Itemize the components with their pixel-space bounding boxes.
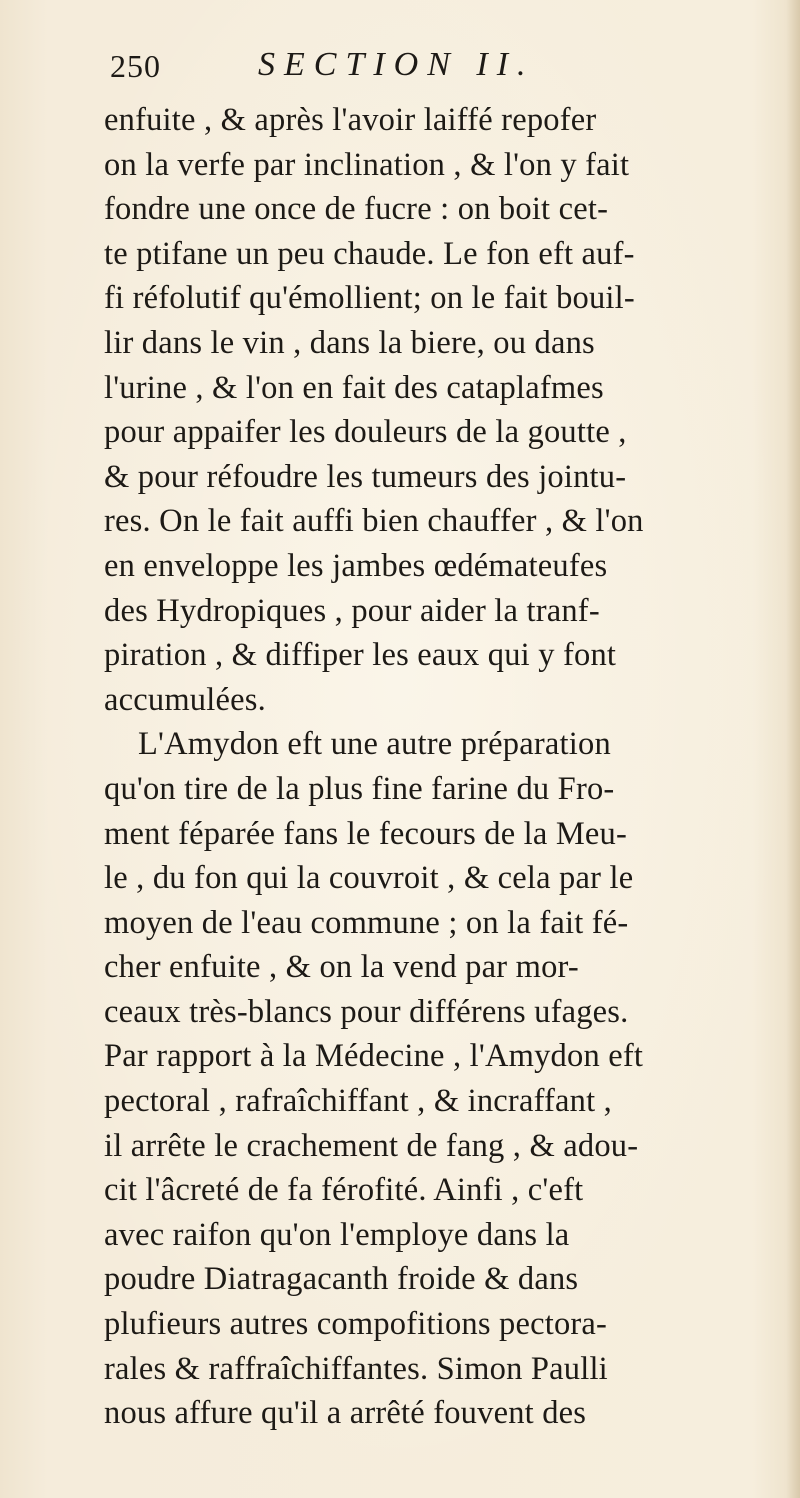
- text-line: te ptifane un peu chaude. Le fon eft auf-: [104, 235, 635, 272]
- text-line: poudre Diatragacanth froide & dans: [104, 1261, 579, 1298]
- running-head: SECTION II.: [258, 46, 535, 83]
- text-line: fi réfolutif qu'émollient; on le fait bouil-: [104, 280, 635, 317]
- text-line: accumulées.: [104, 681, 266, 718]
- text-line: qu'on tire de la plus fine farine du Fro-: [104, 770, 615, 807]
- text-line: Par rapport à la Médecine , l'Amydon eft: [104, 1038, 644, 1075]
- text-line: des Hydropiques , pour aider la tranf-: [104, 592, 600, 629]
- text-line: fondre une once de fucre : on boit cet-: [104, 191, 609, 228]
- text-line: res. On le fait auffi bien chauffer , & l'on: [104, 503, 644, 540]
- body-text: [104, 98, 794, 1436]
- text-line: ment féparée fans le fecours de la Meu-: [104, 815, 628, 852]
- text-line: moyen de l'eau commune ; on la fait fé-: [104, 904, 629, 941]
- text-line: piration , & diffiper les eaux qui y font: [104, 637, 617, 674]
- text-line: le , du fon qui la couvroit , & cela par le: [104, 860, 634, 897]
- paragraph-start-line: L'Amydon eft une autre préparation: [138, 726, 611, 763]
- text-line: enfuite , & après l'avoir laiffé repofer: [104, 102, 597, 138]
- text-line: rales & raffraîchiffantes. Simon Paulli: [104, 1350, 608, 1387]
- text-line: avec raifon qu'on l'employe dans la: [104, 1216, 570, 1253]
- text-line: nous affure qu'il a arrêté fouvent des: [104, 1395, 587, 1432]
- text-line: ceaux très-blancs pour différens ufages.: [104, 993, 629, 1030]
- text-line: & pour réfoudre les tumeurs des jointu-: [104, 458, 627, 495]
- page-header: [110, 44, 710, 90]
- text-line: en enveloppe les jambes œdémateufes: [104, 547, 608, 584]
- text-line: plufieurs autres compofitions pectora-: [104, 1306, 608, 1343]
- page-number: 250: [110, 48, 161, 84]
- text-line: on la verfe par inclination , & l'on y fait: [104, 146, 630, 183]
- text-line: l'urine , & l'on en fait des cataplafmes: [104, 369, 604, 406]
- text-line: il arrête le crachement de fang , & adou-: [104, 1127, 639, 1164]
- text-line: cher enfuite , & on la vend par mor-: [104, 949, 579, 986]
- text-line: lir dans le vin , dans la biere, ou dans: [104, 324, 595, 361]
- text-line: pour appaifer les douleurs de la goutte ,: [104, 414, 627, 451]
- text-line: cit l'âcreté de fa férofité. Ainfi , c'eft: [104, 1172, 584, 1209]
- text-line: pectoral , rafraîchiffant , & incraffant ,: [104, 1083, 612, 1120]
